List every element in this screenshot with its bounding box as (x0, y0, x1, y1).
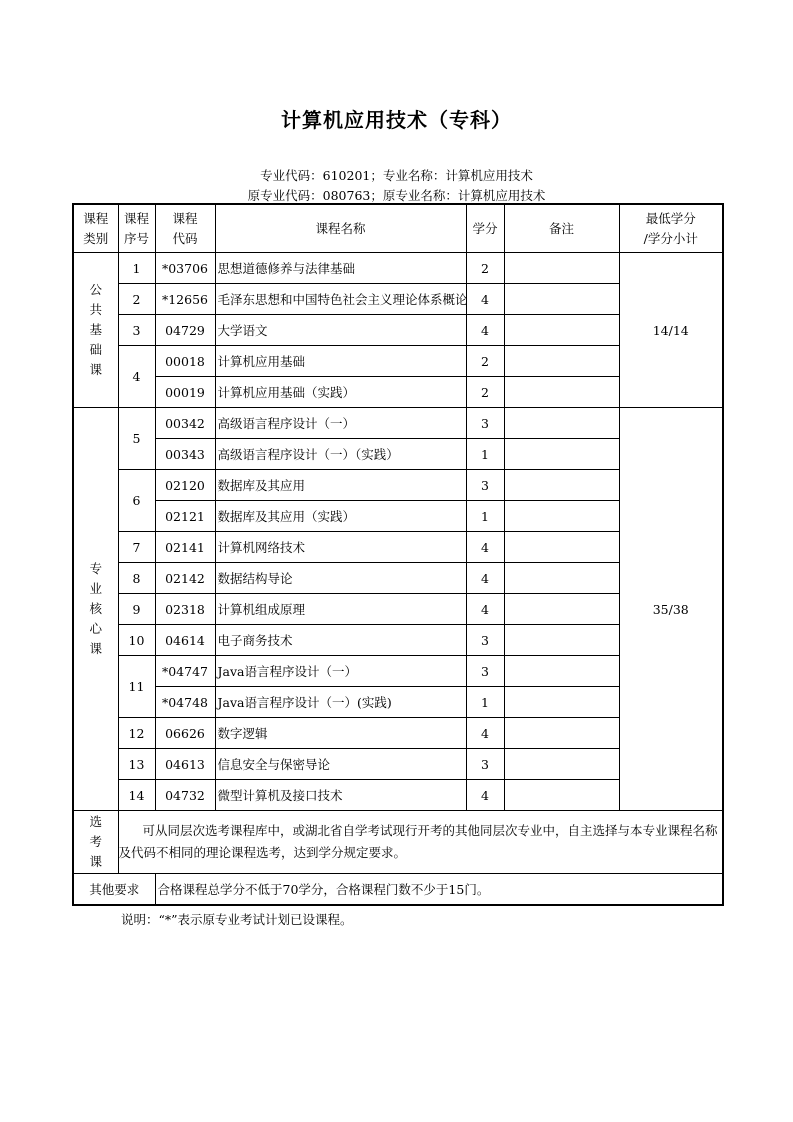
remark-cell (504, 501, 619, 532)
remark-cell (504, 408, 619, 439)
seq-cell: 6 (118, 470, 155, 532)
credit-cell: 4 (466, 284, 504, 315)
remark-cell (504, 625, 619, 656)
header-name: 课程名称 (215, 204, 466, 253)
course-name-cell: 高级语言程序设计（一） (215, 408, 466, 439)
course-name-cell: Java语言程序设计（一） (215, 656, 466, 687)
credit-cell: 4 (466, 563, 504, 594)
credit-cell: 3 (466, 656, 504, 687)
remark-cell (504, 563, 619, 594)
seq-cell: 4 (118, 346, 155, 408)
credit-cell: 4 (466, 718, 504, 749)
seq-cell: 13 (118, 749, 155, 780)
course-name-cell: 数据库及其应用（实践） (215, 501, 466, 532)
elective-row (73, 811, 723, 874)
course-name-cell: 计算机应用基础 (215, 346, 466, 377)
header-min-credit: 最低学分 /学分小计 (619, 204, 723, 253)
course-name-cell: 计算机应用基础（实践） (215, 377, 466, 408)
code-cell: 06626 (155, 718, 215, 749)
course-name-cell: 数据结构导论 (215, 563, 466, 594)
header-category: 课程 类别 (73, 204, 118, 253)
seq-cell: 14 (118, 780, 155, 811)
code-cell: *12656 (155, 284, 215, 315)
code-cell: *03706 (155, 253, 215, 284)
credit-cell: 2 (466, 377, 504, 408)
remark-cell (504, 377, 619, 408)
credit-cell: 2 (466, 253, 504, 284)
code-cell: 04732 (155, 780, 215, 811)
credit-cell: 3 (466, 749, 504, 780)
seq-cell: 5 (118, 408, 155, 470)
remark-cell (504, 656, 619, 687)
other-requirements-label: 其他要求 (73, 874, 155, 906)
credit-cell: 3 (466, 470, 504, 501)
remark-cell (504, 346, 619, 377)
course-name-cell: Java语言程序设计（一）(实践) (215, 687, 466, 718)
code-cell: *04747 (155, 656, 215, 687)
course-name-cell: 电子商务技术 (215, 625, 466, 656)
remark-cell (504, 718, 619, 749)
seq-cell: 10 (118, 625, 155, 656)
course-name-cell: 思想道德修养与法律基础 (215, 253, 466, 284)
remark-cell (504, 284, 619, 315)
code-cell: *04748 (155, 687, 215, 718)
seq-cell: 7 (118, 532, 155, 563)
remark-cell (504, 594, 619, 625)
code-cell: 02121 (155, 501, 215, 532)
seq-cell: 2 (118, 284, 155, 315)
credit-cell: 2 (466, 346, 504, 377)
remark-cell (504, 315, 619, 346)
remark-cell (504, 687, 619, 718)
category-core: 专 业 核 心 课 (73, 408, 118, 811)
code-cell: 00342 (155, 408, 215, 439)
code-cell: 04729 (155, 315, 215, 346)
other-requirements-text: 合格课程总学分不低于70学分，合格课程门数不少于15门。 (155, 874, 723, 906)
remark-cell (504, 532, 619, 563)
code-cell: 00019 (155, 377, 215, 408)
credit-cell: 1 (466, 687, 504, 718)
elective-description: 可从同层次选考课程库中，或湖北省自学考试现行开考的其他同层次专业中，自主选择与本专业课程名称及代码不相同的理论课程选考，达到学分规定要求。 (118, 811, 723, 874)
seq-cell: 11 (118, 656, 155, 718)
code-cell: 04614 (155, 625, 215, 656)
course-name-cell: 计算机组成原理 (215, 594, 466, 625)
course-name-cell: 数据库及其应用 (215, 470, 466, 501)
other-requirements-row (73, 874, 723, 906)
seq-cell: 8 (118, 563, 155, 594)
code-cell: 02120 (155, 470, 215, 501)
credit-cell: 4 (466, 780, 504, 811)
curriculum-table (72, 203, 724, 906)
header-seq: 课程 序号 (118, 204, 155, 253)
seq-cell: 12 (118, 718, 155, 749)
major-code-line: 专业代码：610201；专业名称：计算机应用技术 (260, 168, 533, 183)
credit-cell: 1 (466, 439, 504, 470)
header-remark: 备注 (504, 204, 619, 253)
subtotal-core: 35/38 (619, 408, 723, 811)
remark-cell (504, 470, 619, 501)
table-row (73, 408, 723, 439)
credit-cell: 4 (466, 594, 504, 625)
course-name-cell: 计算机网络技术 (215, 532, 466, 563)
code-cell: 02142 (155, 563, 215, 594)
code-cell: 02141 (155, 532, 215, 563)
course-name-cell: 数字逻辑 (215, 718, 466, 749)
credit-cell: 4 (466, 532, 504, 563)
header-code: 课程 代码 (155, 204, 215, 253)
code-cell: 00343 (155, 439, 215, 470)
original-major-code-line: 原专业代码：080763；原专业名称：计算机应用技术 (247, 188, 546, 203)
course-name-cell: 微型计算机及接口技术 (215, 780, 466, 811)
code-cell: 04613 (155, 749, 215, 780)
course-name-cell: 毛泽东思想和中国特色社会主义理论体系概论 (215, 284, 466, 315)
seq-cell: 1 (118, 253, 155, 284)
category-elective: 选 考 课 (73, 811, 118, 874)
course-name-cell: 高级语言程序设计（一）（实践） (215, 439, 466, 470)
code-cell: 00018 (155, 346, 215, 377)
category-public: 公 共 基 础 课 (73, 253, 118, 408)
seq-cell: 3 (118, 315, 155, 346)
credit-cell: 3 (466, 625, 504, 656)
page-title: 计算机应用技术（专科） (281, 108, 512, 132)
remark-cell (504, 439, 619, 470)
course-name-cell: 大学语文 (215, 315, 466, 346)
header-row (73, 204, 723, 253)
footnote: 说明：“*”表示原专业考试计划已设课程。 (121, 912, 353, 927)
remark-cell (504, 780, 619, 811)
remark-cell (504, 253, 619, 284)
credit-cell: 4 (466, 315, 504, 346)
header-credit: 学分 (466, 204, 504, 253)
credit-cell: 3 (466, 408, 504, 439)
table-row (73, 253, 723, 284)
subtotal-public: 14/14 (619, 253, 723, 408)
remark-cell (504, 749, 619, 780)
credit-cell: 1 (466, 501, 504, 532)
seq-cell: 9 (118, 594, 155, 625)
code-cell: 02318 (155, 594, 215, 625)
course-name-cell: 信息安全与保密导论 (215, 749, 466, 780)
